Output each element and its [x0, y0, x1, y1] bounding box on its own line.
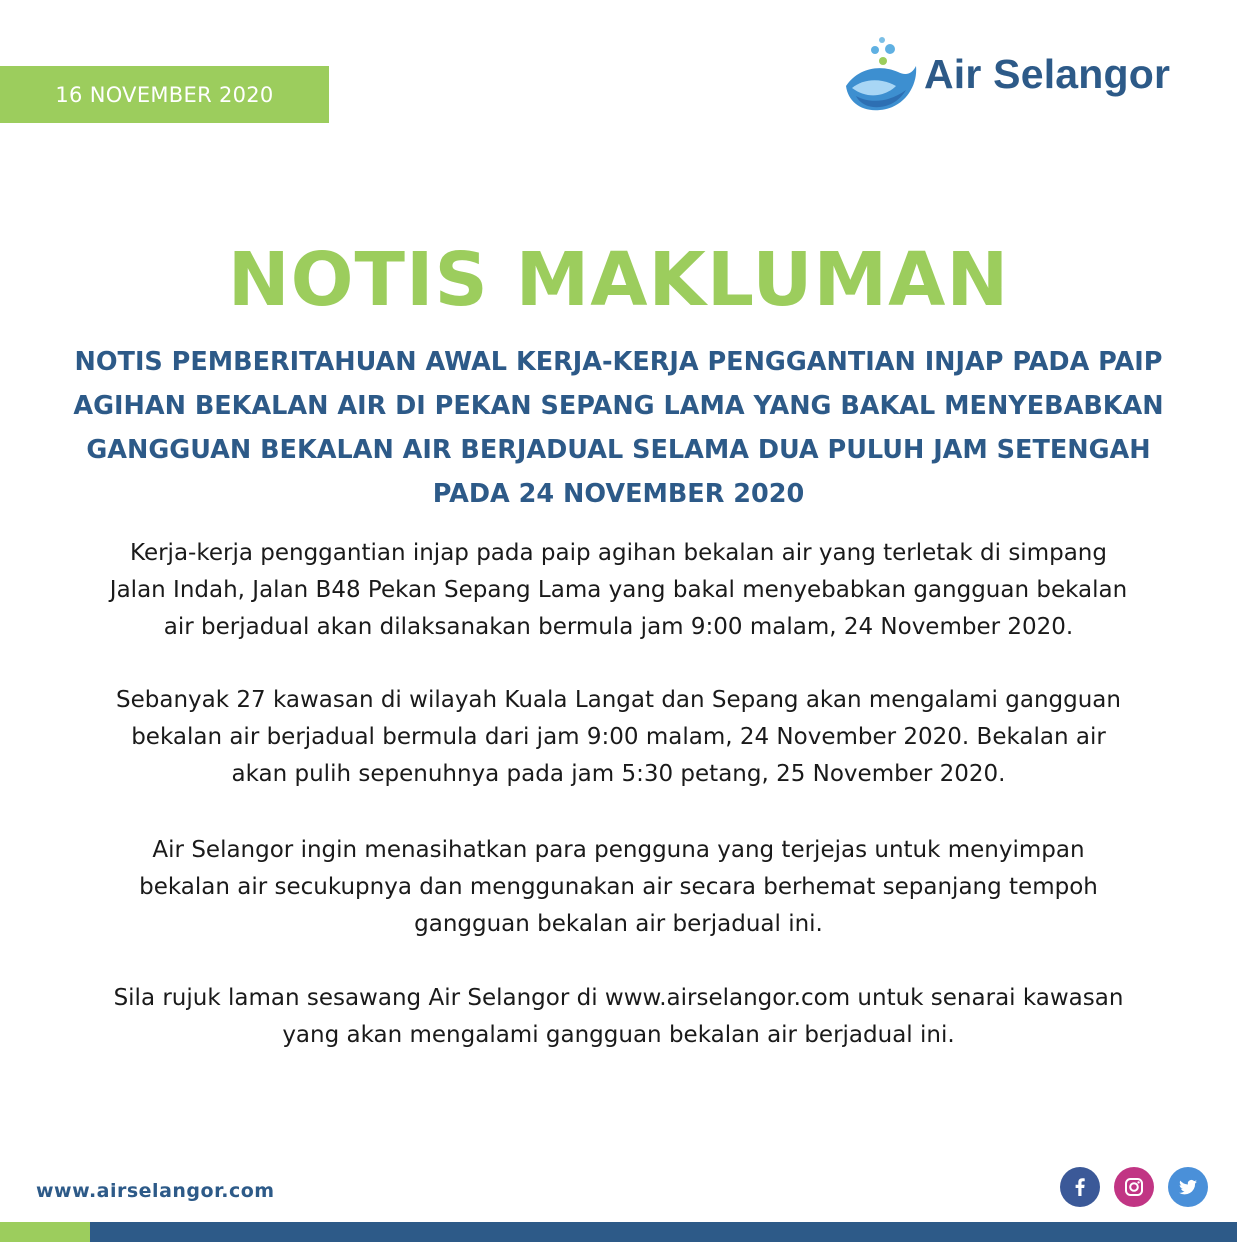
text-line: bekalan air berjadual bermula dari jam 9:00 malam, 24 November 2020. Bekalan air	[131, 724, 1106, 750]
footer-website-link[interactable]: www.airselangor.com	[36, 1180, 275, 1202]
text-line: Air Selangor ingin menasihatkan para pengguna yang terjejas untuk menyimpan	[152, 837, 1085, 863]
subtitle-line: PADA 24 NOVEMBER 2020	[432, 479, 805, 509]
text-line: yang akan mengalami gangguan bekalan air berjadual ini.	[282, 1022, 955, 1048]
subtitle-line: GANGGUAN BEKALAN AIR BERJADUAL SELAMA DUA PULUH JAM SETENGAH	[86, 435, 1151, 465]
date-tag	[0, 66, 329, 123]
text-line: bekalan air secukupnya dan menggunakan air secara berhemat sepanjang tempoh	[139, 874, 1098, 900]
paragraph-advice	[60, 832, 1177, 943]
brand-name: Air Selangor	[924, 50, 1171, 97]
subtitle-line: NOTIS PEMBERITAHUAN AWAL KERJA-KERJA PENGGANTIAN INJAP PADA PAIP	[74, 347, 1163, 377]
twitter-icon[interactable]	[1168, 1167, 1208, 1207]
text-line: Sila rujuk laman sesawang Air Selangor di www.airselangor.com untuk senarai kawasan	[113, 985, 1124, 1011]
text-line: Sebanyak 27 kawasan di wilayah Kuala Langat dan Sepang akan mengalami gangguan	[116, 687, 1121, 713]
page-title: NOTIS MAKLUMAN	[227, 237, 1010, 323]
paragraph-affected-areas	[60, 682, 1177, 793]
text-line: gangguan bekalan air berjadual ini.	[414, 911, 823, 937]
paragraph-website-reference	[60, 980, 1177, 1054]
facebook-icon[interactable]	[1060, 1167, 1100, 1207]
text-line: Kerja-kerja penggantian injap pada paip agihan bekalan air yang terletak di simpang	[130, 540, 1107, 566]
text-line: air berjadual akan dilaksanakan bermula jam 9:00 malam, 24 November 2020.	[163, 614, 1074, 640]
air-selangor-logo	[842, 34, 1212, 114]
paragraph-works-schedule	[60, 535, 1177, 646]
text-line: akan pulih sepenuhnya pada jam 5:30 petang, 25 November 2020.	[231, 761, 1006, 787]
water-drop-logo-icon	[842, 34, 920, 114]
social-links	[1060, 1167, 1208, 1207]
footer-bar	[0, 1222, 1237, 1242]
text-line: Jalan Indah, Jalan B48 Pekan Sepang Lama yang bakal menyebabkan gangguan bekalan	[109, 577, 1128, 603]
notice-subtitle	[60, 340, 1177, 516]
instagram-icon[interactable]	[1114, 1167, 1154, 1207]
date-text: 16 NOVEMBER 2020	[55, 82, 274, 107]
subtitle-line: AGIHAN BEKALAN AIR DI PEKAN SEPANG LAMA YANG BAKAL MENYEBABKAN	[73, 391, 1164, 421]
